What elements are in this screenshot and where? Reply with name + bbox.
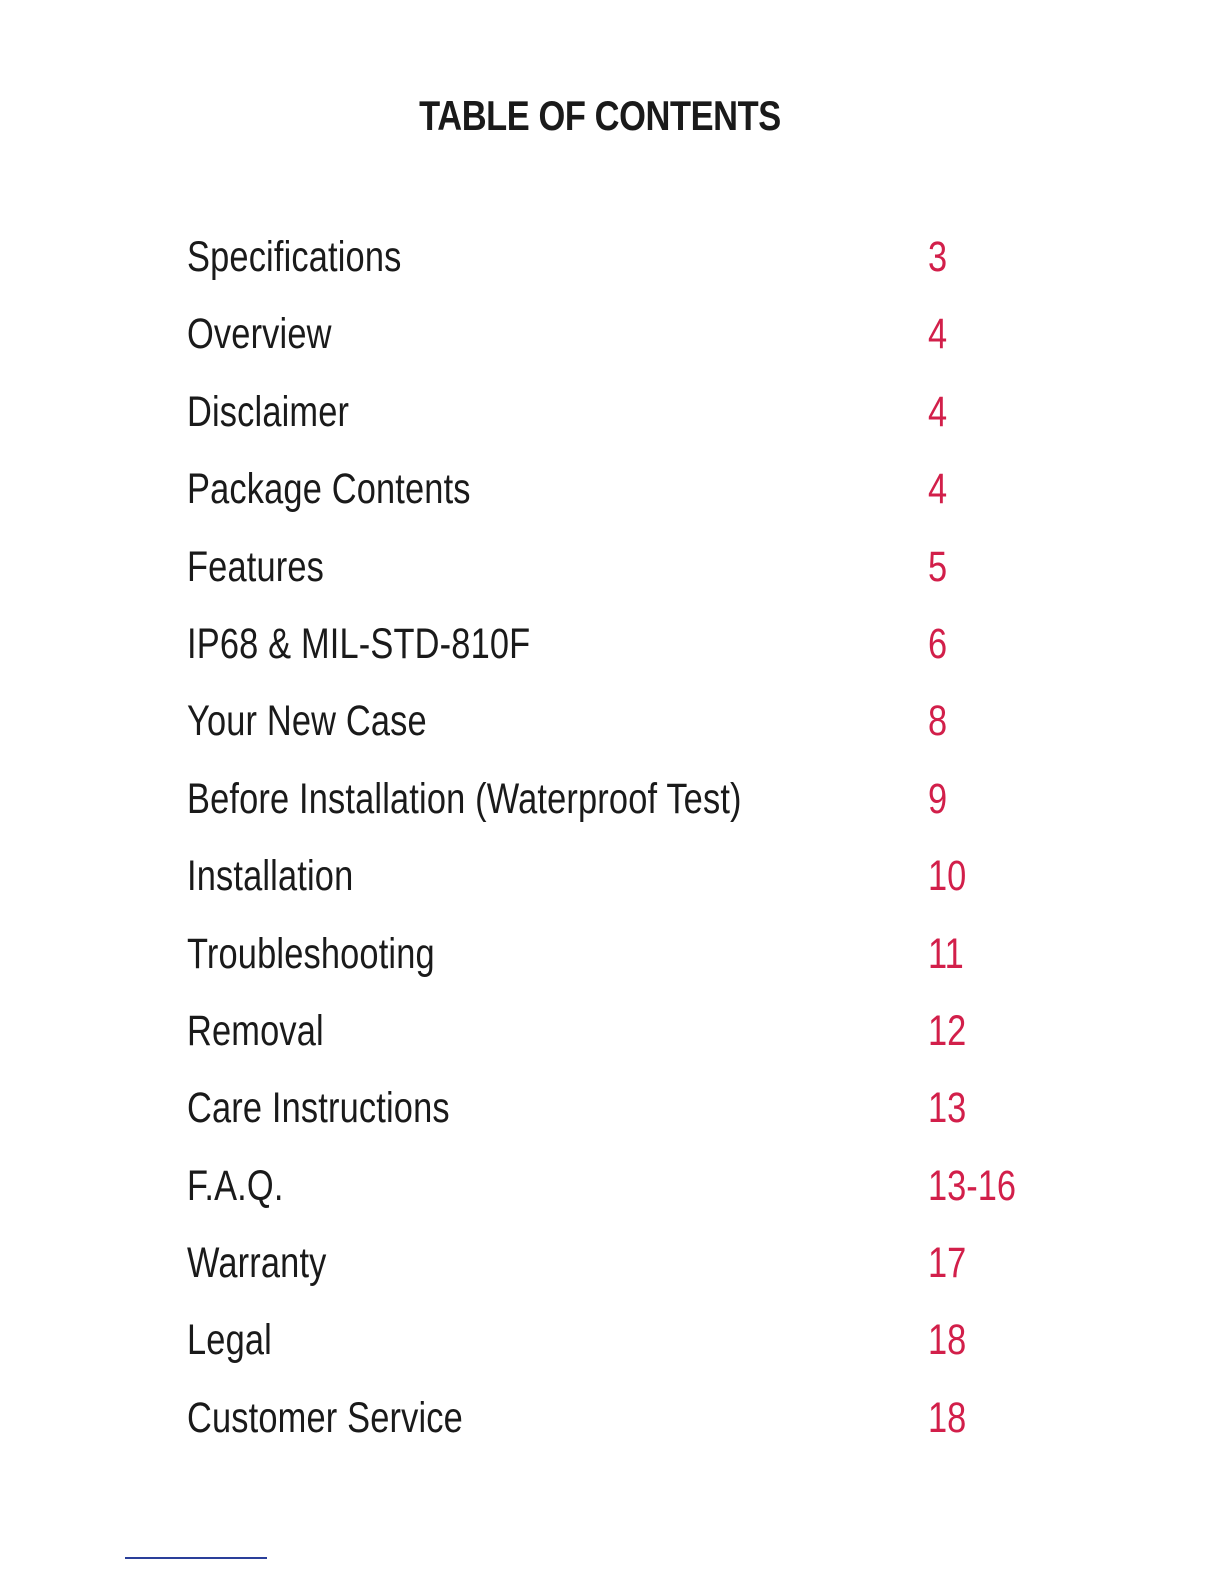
toc-entry-page-number: 8 <box>928 697 948 746</box>
toc-entry-page-number: 18 <box>928 1316 967 1365</box>
toc-entry-page-number: 4 <box>928 465 948 514</box>
toc-entry[interactable] <box>187 1079 1047 1156</box>
toc-entry[interactable] <box>187 770 1047 847</box>
toc-entry[interactable] <box>187 1234 1047 1311</box>
toc-entry-page-number: 3 <box>928 233 948 281</box>
toc-entry[interactable] <box>187 383 1047 460</box>
toc-entry-page-number: 9 <box>928 774 948 823</box>
toc-entry-page-number: 11 <box>928 929 964 978</box>
toc-entry-label: Before Installation (Waterproof Test) <box>187 774 742 823</box>
toc-entry-label: Warranty <box>187 1239 327 1288</box>
toc-entry-label: Package Contents <box>187 465 471 514</box>
toc-entry-page-number: 13-16 <box>928 1161 1016 1210</box>
toc-entry-page-number: 12 <box>928 1006 967 1055</box>
toc-entry-page-number: 18 <box>928 1393 967 1442</box>
toc-entry[interactable] <box>187 1311 1047 1388</box>
toc-entry-label: IP68 & MIL-STD-810F <box>187 619 531 668</box>
toc-entry[interactable] <box>187 1157 1047 1234</box>
toc-entry-label: Legal <box>187 1316 272 1365</box>
toc-entry-page-number: 5 <box>928 542 948 591</box>
toc-entry-page-number: 10 <box>928 852 967 901</box>
toc-entry-label: Your New Case <box>187 697 427 746</box>
toc-entry-label: Specifications <box>187 233 402 281</box>
toc-entry[interactable] <box>187 847 1047 924</box>
toc-entry[interactable] <box>187 615 1047 692</box>
toc-entry-label: F.A.Q. <box>187 1161 284 1210</box>
toc-entry-label: Overview <box>187 310 332 359</box>
toc-entry-page-number: 6 <box>928 619 948 668</box>
toc-entry[interactable] <box>187 1389 1047 1466</box>
toc-entry-page-number: 4 <box>928 387 948 436</box>
toc-entry[interactable] <box>187 1002 1047 1079</box>
toc-entry-page-number: 4 <box>928 310 948 359</box>
toc-entry-page-number: 17 <box>928 1239 967 1288</box>
toc-list <box>187 228 1047 1466</box>
toc-entry[interactable] <box>187 538 1047 615</box>
toc-entry-label: Removal <box>187 1006 324 1055</box>
toc-entry-label: Disclaimer <box>187 387 350 436</box>
toc-entry[interactable] <box>187 460 1047 537</box>
toc-entry-label: Troubleshooting <box>187 929 435 978</box>
toc-entry-label: Features <box>187 542 325 591</box>
toc-entry-label: Installation <box>187 852 354 901</box>
toc-entry[interactable] <box>187 692 1047 769</box>
toc-entry-page-number: 13 <box>928 1084 967 1133</box>
toc-entry[interactable] <box>187 305 1047 382</box>
toc-entry[interactable] <box>187 925 1047 1002</box>
page-title: TABLE OF CONTENTS <box>419 92 781 139</box>
footer-rule <box>125 1557 267 1559</box>
toc-entry[interactable] <box>187 228 1047 305</box>
toc-entry-label: Customer Service <box>187 1393 463 1442</box>
toc-entry-label: Care Instructions <box>187 1084 450 1133</box>
